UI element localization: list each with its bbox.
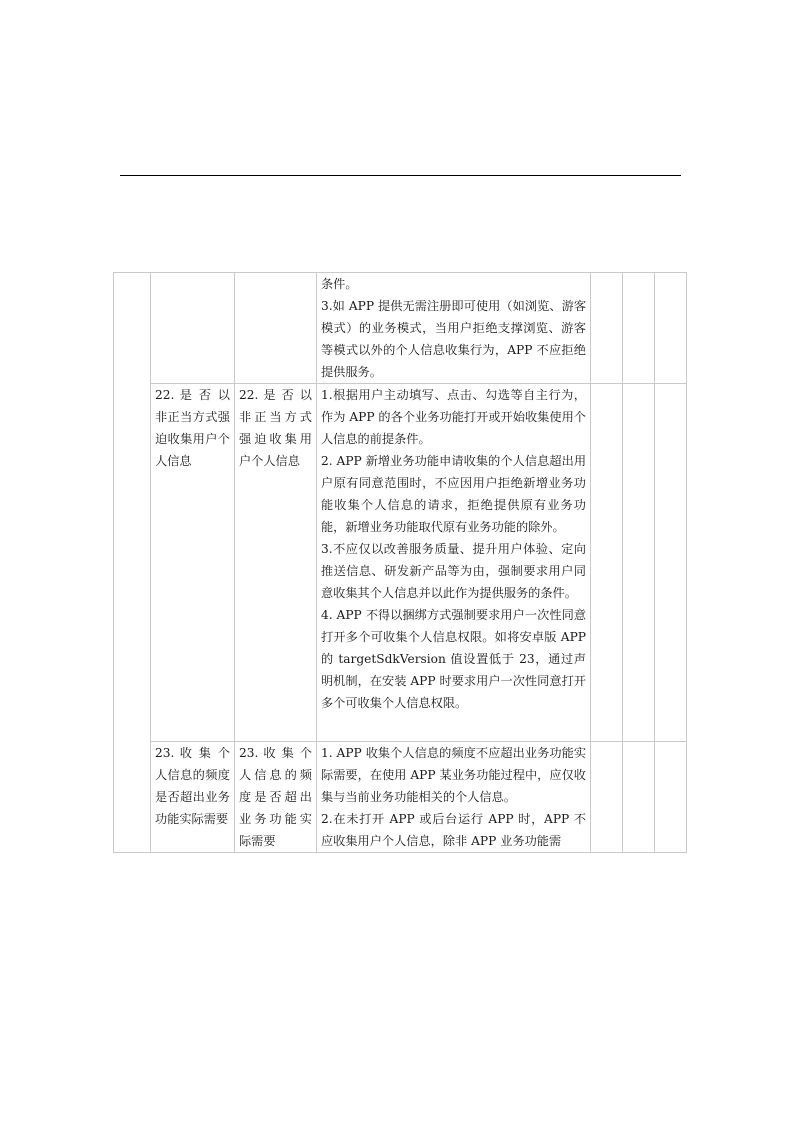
requirement-paragraph: 3.如 APP 提供无需注册即可使用（如浏览、游客模式）的业务模式，当用户拒绝支撑浏览、游客等模式以外的个人信息收集行为，APP 不应拒绝提供服务。 — [321, 299, 586, 379]
item-cell: 22. 是 否 以非正当方式强迫收集用户个人信息 — [151, 384, 235, 742]
item-cell: 23. 收 集 个人信息的频度是否超出业务功能实际需要 — [151, 742, 235, 853]
result-cell — [591, 384, 623, 742]
result-cell — [655, 273, 687, 384]
requirement-paragraph: 1.根据用户主动填写、点击、勾选等自主行为，作为 APP 的各个业务功能打开或开始收集使用个人信息的前提条件。 — [321, 388, 586, 446]
requirement-paragraph: 4. APP 不得以捆绑方式强制要求用户一次性同意打开多个可收集个人信息权限。如将安卓版 APP 的 targetSdkVersion 值设置低于 23，通过声明机制，在安装 APP 时要求用户一次性同意打开多个可收集个人信息权限。 — [321, 608, 586, 710]
requirement-paragraph: 3.不应仅以改善服务质量、提升用户体验、定向推送信息、研发新产品等为由，强制要求用户同意收集其个人信息并以此作为提供服务的条件。 — [321, 542, 586, 600]
requirements-cell — [317, 384, 591, 742]
result-cell — [591, 273, 623, 384]
table-row — [114, 273, 687, 384]
result-cell — [655, 384, 687, 742]
result-cell — [655, 742, 687, 853]
table-row — [114, 384, 687, 742]
item-cell — [151, 273, 235, 384]
result-cell — [623, 384, 655, 742]
assessment-table — [113, 272, 687, 853]
requirements-cell — [317, 742, 591, 853]
header-rule — [120, 175, 681, 176]
requirement-paragraph: 1. APP 收集个人信息的频度不应超出业务功能实际需要，在使用 APP 某业务功能过程中，应仅收集与当前业务功能相关的个人信息。 — [321, 746, 586, 804]
table-row — [114, 742, 687, 853]
requirement-paragraph: 2.在未打开 APP 或后台运行 APP 时，APP 不应收集用户个人信息，除非 APP 业务功能需 — [321, 812, 586, 848]
result-cell — [591, 742, 623, 853]
requirements-cell — [317, 273, 591, 384]
category-cell — [114, 273, 151, 853]
result-cell — [623, 742, 655, 853]
item-cell: 23. 收 集 个人信息的频度是否超出业务功能实际需要 — [235, 742, 317, 853]
requirement-paragraph: 2. APP 新增业务功能申请收集的个人信息超出用户原有同意范围时，不应因用户拒绝新增业务功能收集个人信息的请求，拒绝提供原有业务功能，新增业务功能取代原有业务功能的除外。 — [321, 454, 586, 534]
result-cell — [623, 273, 655, 384]
item-cell: 22. 是 否 以非正当方式强迫收集用户个人信息 — [235, 384, 317, 742]
item-cell — [235, 273, 317, 384]
requirement-paragraph: 条件。 — [321, 277, 358, 291]
